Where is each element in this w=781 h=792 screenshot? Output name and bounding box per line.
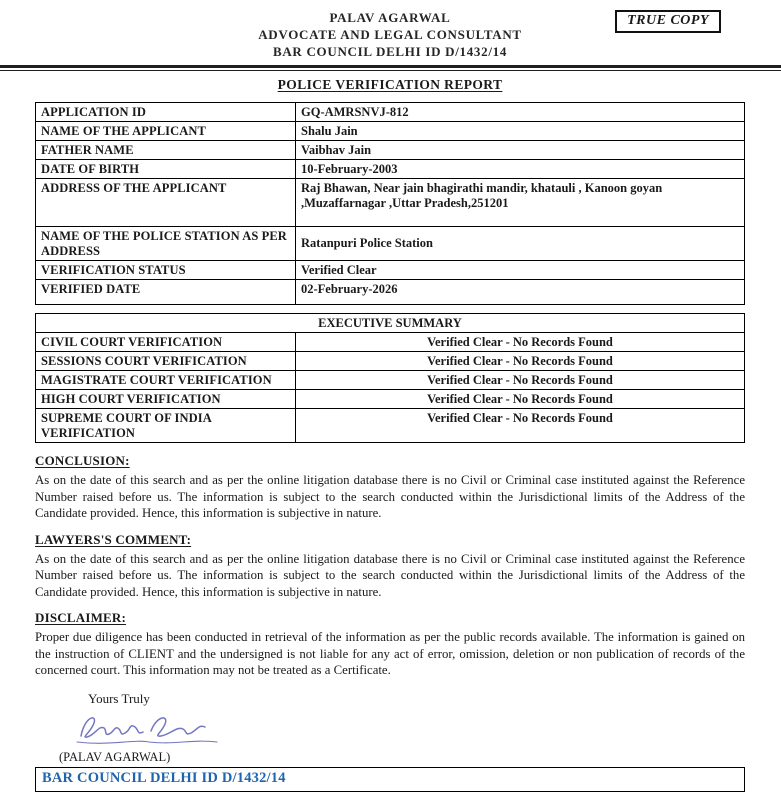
table-row xyxy=(36,179,745,227)
conclusion-heading: CONCLUSION: xyxy=(35,453,130,468)
field-label: VERIFICATION STATUS xyxy=(36,261,296,280)
report-title: POLICE VERIFICATION REPORT xyxy=(277,77,503,92)
field-value: Verified Clear xyxy=(296,261,745,280)
court-result: Verified Clear - No Records Found xyxy=(296,409,745,443)
disclaimer-section xyxy=(35,610,745,679)
signature-ink-icon xyxy=(71,709,221,749)
lawyers-comment-heading: LAWYERS'S COMMENT: xyxy=(35,531,192,547)
field-value: Shalu Jain xyxy=(296,122,745,141)
table-row xyxy=(36,261,745,280)
table-row xyxy=(36,103,745,122)
field-label: APPLICATION ID xyxy=(36,103,296,122)
field-label: NAME OF THE POLICE STATION AS PER ADDRESS xyxy=(36,227,296,261)
table-row xyxy=(36,227,745,261)
court-label: HIGH COURT VERIFICATION xyxy=(36,390,296,409)
yours-truly-text: Yours Truly xyxy=(88,690,150,706)
field-value: 10-February-2003 xyxy=(296,160,745,179)
table-row xyxy=(36,409,745,443)
table-row xyxy=(36,280,745,305)
lawyers-comment-section xyxy=(35,532,745,601)
table-row xyxy=(36,160,745,179)
court-label: SESSIONS COURT VERIFICATION xyxy=(36,352,296,371)
bar-council-id: BAR COUNCIL DELHI ID D/1432/14 xyxy=(272,44,508,59)
advocate-title: ADVOCATE AND LEGAL CONSULTANT xyxy=(258,27,522,42)
court-result: Verified Clear - No Records Found xyxy=(296,352,745,371)
field-value: Ratanpuri Police Station xyxy=(296,227,745,261)
applicant-details-table xyxy=(35,102,745,305)
disclaimer-body: Proper due diligence has been conducted in retrieval of the information as per the public records available. The information is gained on the instruction of CLIENT and the undersigned is not liable for any act of error, omission, deletion or non publication of records of the concerned court. This information may not be treated as a Certificate. xyxy=(35,630,745,677)
table-row xyxy=(36,371,745,390)
lawyers-comment-body: As on the date of this search and as per the online litigation database there is no Civil or Criminal case instituted against the Reference Number raised before us. The information is subject to the search conducted within the Jurisdictional limits of the Address of the Candidate provided. Hence, this information is subjective in nature. xyxy=(35,551,745,599)
signatory-name: (PALAV AGARWAL) xyxy=(59,749,171,764)
court-label: MAGISTRATE COURT VERIFICATION xyxy=(36,371,296,390)
field-value: Vaibhav Jain xyxy=(296,141,745,160)
table-row xyxy=(36,352,745,371)
executive-summary-table xyxy=(35,313,745,443)
executive-summary-title: EXECUTIVE SUMMARY xyxy=(36,314,745,333)
table-row xyxy=(36,314,745,333)
signature-image xyxy=(71,709,745,749)
court-result: Verified Clear - No Records Found xyxy=(296,333,745,352)
table-row xyxy=(36,333,745,352)
disclaimer-heading: DISCLAIMER: xyxy=(35,610,127,625)
field-label: VERIFIED DATE xyxy=(36,280,296,305)
table-row xyxy=(36,141,745,160)
conclusion-section xyxy=(35,453,745,522)
true-copy-label: TRUE COPY xyxy=(627,13,709,28)
court-label: CIVIL COURT VERIFICATION xyxy=(36,333,296,352)
field-label: DATE OF BIRTH xyxy=(36,160,296,179)
field-label: FATHER NAME xyxy=(36,141,296,160)
field-value: Raj Bhawan, Near jain bhagirathi mandir, khatauli , Kanoon goyan ,Muzaffarnagar ,Uttar Pradesh,251201 xyxy=(296,179,745,227)
table-row xyxy=(36,122,745,141)
court-result: Verified Clear - No Records Found xyxy=(296,390,745,409)
field-label: NAME OF THE APPLICANT xyxy=(36,122,296,141)
advocate-name: PALAV AGARWAL xyxy=(329,10,451,25)
field-value: 02-February-2026 xyxy=(296,280,745,305)
footer-bar-council-id: BAR COUNCIL DELHI ID D/1432/14 xyxy=(35,767,745,792)
field-value: GQ-AMRSNVJ-812 xyxy=(296,103,745,122)
true-copy-stamp xyxy=(615,10,721,33)
field-label: ADDRESS OF THE APPLICANT xyxy=(36,179,296,227)
conclusion-body: As on the date of this search and as per the online litigation database there is no Civil or Criminal case instituted against the Reference Number raised before us. The information is subject to the search conducted within the Jurisdictional limits of the Address of the Candidate provided. Hence, this information is subjective in nature. xyxy=(35,473,745,520)
table-row xyxy=(36,390,745,409)
court-label: SUPREME COURT OF INDIA VERIFICATION xyxy=(36,409,296,443)
court-result: Verified Clear - No Records Found xyxy=(296,371,745,390)
header-divider xyxy=(0,65,781,71)
